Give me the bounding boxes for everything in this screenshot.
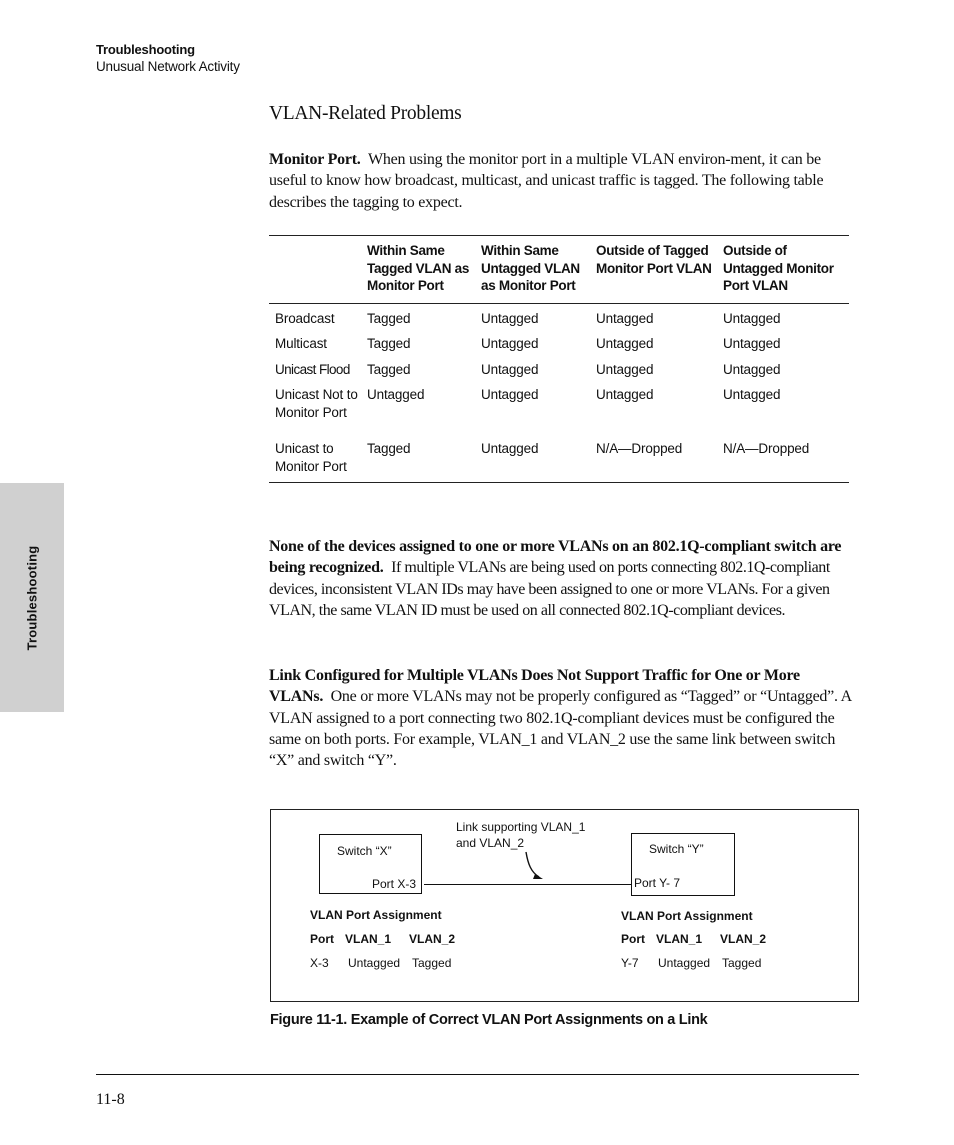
table-cell: Untagged <box>481 361 539 377</box>
table-cell: Tagged <box>367 310 411 326</box>
table-header-cell <box>269 236 365 304</box>
switch-y-port: Port Y- 7 <box>634 876 681 890</box>
table-row-label: Multicast <box>275 336 327 351</box>
assign-y-col-port: Port <box>621 932 645 946</box>
switch-x-port: Port X-3 <box>372 877 417 891</box>
monitor-port-paragraph <box>269 149 859 213</box>
none-recognized-body: If multiple VLANs are being used on ports connecting 802.1Q-compliant devices, inconsistent VLAN IDs may have been assigned to one or more VLANs. For a given VLAN, the same VLAN ID must be used on all connected 802.1Q-compliant devices. <box>269 559 830 619</box>
assign-x-vlan2: Tagged <box>412 956 452 970</box>
assign-y-title: VLAN Port Assignment <box>621 909 753 923</box>
table-row-label: Unicast to Monitor Port <box>269 435 365 483</box>
table-cell: Untagged <box>481 336 539 351</box>
table-cell: Untagged <box>596 336 654 351</box>
table-cell: Untagged <box>481 387 539 402</box>
table-cell: N/A—Dropped <box>721 435 849 483</box>
monitor-tagging-table <box>269 235 849 483</box>
switch-x-box <box>319 834 422 894</box>
table-cell: Tagged <box>367 336 411 351</box>
link-configured-lead: Link Configured for Multiple VLANs Does Not Support Traffic for One or More VLANs. <box>269 667 800 706</box>
chapter-side-tab <box>0 483 64 712</box>
assign-x-col-vlan1: VLAN_1 <box>345 932 392 946</box>
monitor-port-body: When using the monitor port in a multiple VLAN environ-ment, it can be useful to know how broadcast, multicast, and unicast traffic is tagged. The following table describes the tagging to expect. <box>269 151 824 211</box>
table-header-cell: Within Same Tagged VLAN as Monitor Port <box>365 236 479 304</box>
table-row <box>269 435 849 483</box>
header-section: Unusual Network Activity <box>96 59 240 74</box>
table-cell: Tagged <box>365 435 479 483</box>
table-row <box>269 381 849 435</box>
table-row-label: Broadcast <box>275 310 335 326</box>
table-header-row <box>269 236 849 304</box>
figure-caption: Figure 11-1. Example of Correct VLAN Port Assignments on a Link <box>270 1012 708 1028</box>
table-row <box>269 303 849 330</box>
assign-x-col-port: Port <box>310 932 334 946</box>
assign-y-vlan1: Untagged <box>658 956 711 970</box>
table-cell: Untagged <box>596 310 654 326</box>
monitor-port-lead: Monitor Port. <box>269 151 361 168</box>
table-cell: Untagged <box>723 361 781 377</box>
table-row-label: Unicast Not to Monitor Port <box>275 387 358 420</box>
side-tab-label: Troubleshooting <box>24 545 40 650</box>
table-header-cell: Outside of Untagged Monitor Port VLAN <box>721 236 849 304</box>
table-header-cell: Within Same Untagged VLAN as Monitor Port <box>479 236 594 304</box>
assign-y-port: Y-7 <box>621 956 639 970</box>
table-cell: Untagged <box>596 387 654 402</box>
table-cell: Untagged <box>723 310 781 326</box>
assign-x-col-vlan2: VLAN_2 <box>409 932 456 946</box>
table-header-cell: Outside of Tagged Monitor Port VLAN <box>594 236 721 304</box>
header-chapter: Troubleshooting <box>96 42 195 57</box>
main-content <box>269 100 859 770</box>
table-cell: Untagged <box>367 387 425 402</box>
table-cell: N/A—Dropped <box>594 435 721 483</box>
switch-y-box <box>631 833 735 896</box>
assign-y-col-vlan1: VLAN_1 <box>656 932 703 946</box>
assign-y-col-vlan2: VLAN_2 <box>720 932 767 946</box>
switch-x-name: Switch “X” <box>337 844 392 858</box>
none-recognized-lead: None of the devices assigned to one or more VLANs on an 802.1Q-compliant switch are being recognized. <box>269 538 842 577</box>
link-label-line1: Link supporting VLAN_1 <box>456 820 586 834</box>
table-cell: Untagged <box>596 361 654 377</box>
link-configured-paragraph <box>269 665 859 771</box>
assign-x-port: X-3 <box>310 956 329 970</box>
table-cell: Untagged <box>723 387 781 402</box>
table-row <box>269 330 849 356</box>
table-cell: Tagged <box>367 361 411 377</box>
vlan-link-line <box>424 884 631 885</box>
assign-x-vlan1: Untagged <box>348 956 401 970</box>
running-header <box>96 41 240 76</box>
table-cell: Untagged <box>479 435 594 483</box>
table-cell: Untagged <box>481 310 539 326</box>
assign-y-vlan2: Tagged <box>722 956 762 970</box>
switch-y-name: Switch “Y” <box>649 842 704 856</box>
footer-rule <box>96 1074 859 1075</box>
link-pointer-arrow-icon <box>521 850 551 882</box>
table-row <box>269 356 849 382</box>
none-recognized-paragraph <box>269 536 859 621</box>
vlan-link-figure <box>270 809 859 1002</box>
table-row-label: Unicast Flood <box>275 361 350 377</box>
assign-x-title: VLAN Port Assignment <box>310 908 442 922</box>
page-number: 11-8 <box>96 1091 125 1108</box>
table-cell: Untagged <box>723 336 781 351</box>
link-configured-body: One or more VLANs may not be properly configured as “Tagged” or “Untagged”. A VLAN assigned to a port connecting two 802.1Q-compliant devices must be configured the same on both ports. For example, VLAN_1 and VLAN_2 use the same link between switch “X” and switch “Y”. <box>269 688 852 770</box>
section-title: VLAN-Related Problems <box>269 103 462 124</box>
link-label-line2: and VLAN_2 <box>456 836 525 850</box>
